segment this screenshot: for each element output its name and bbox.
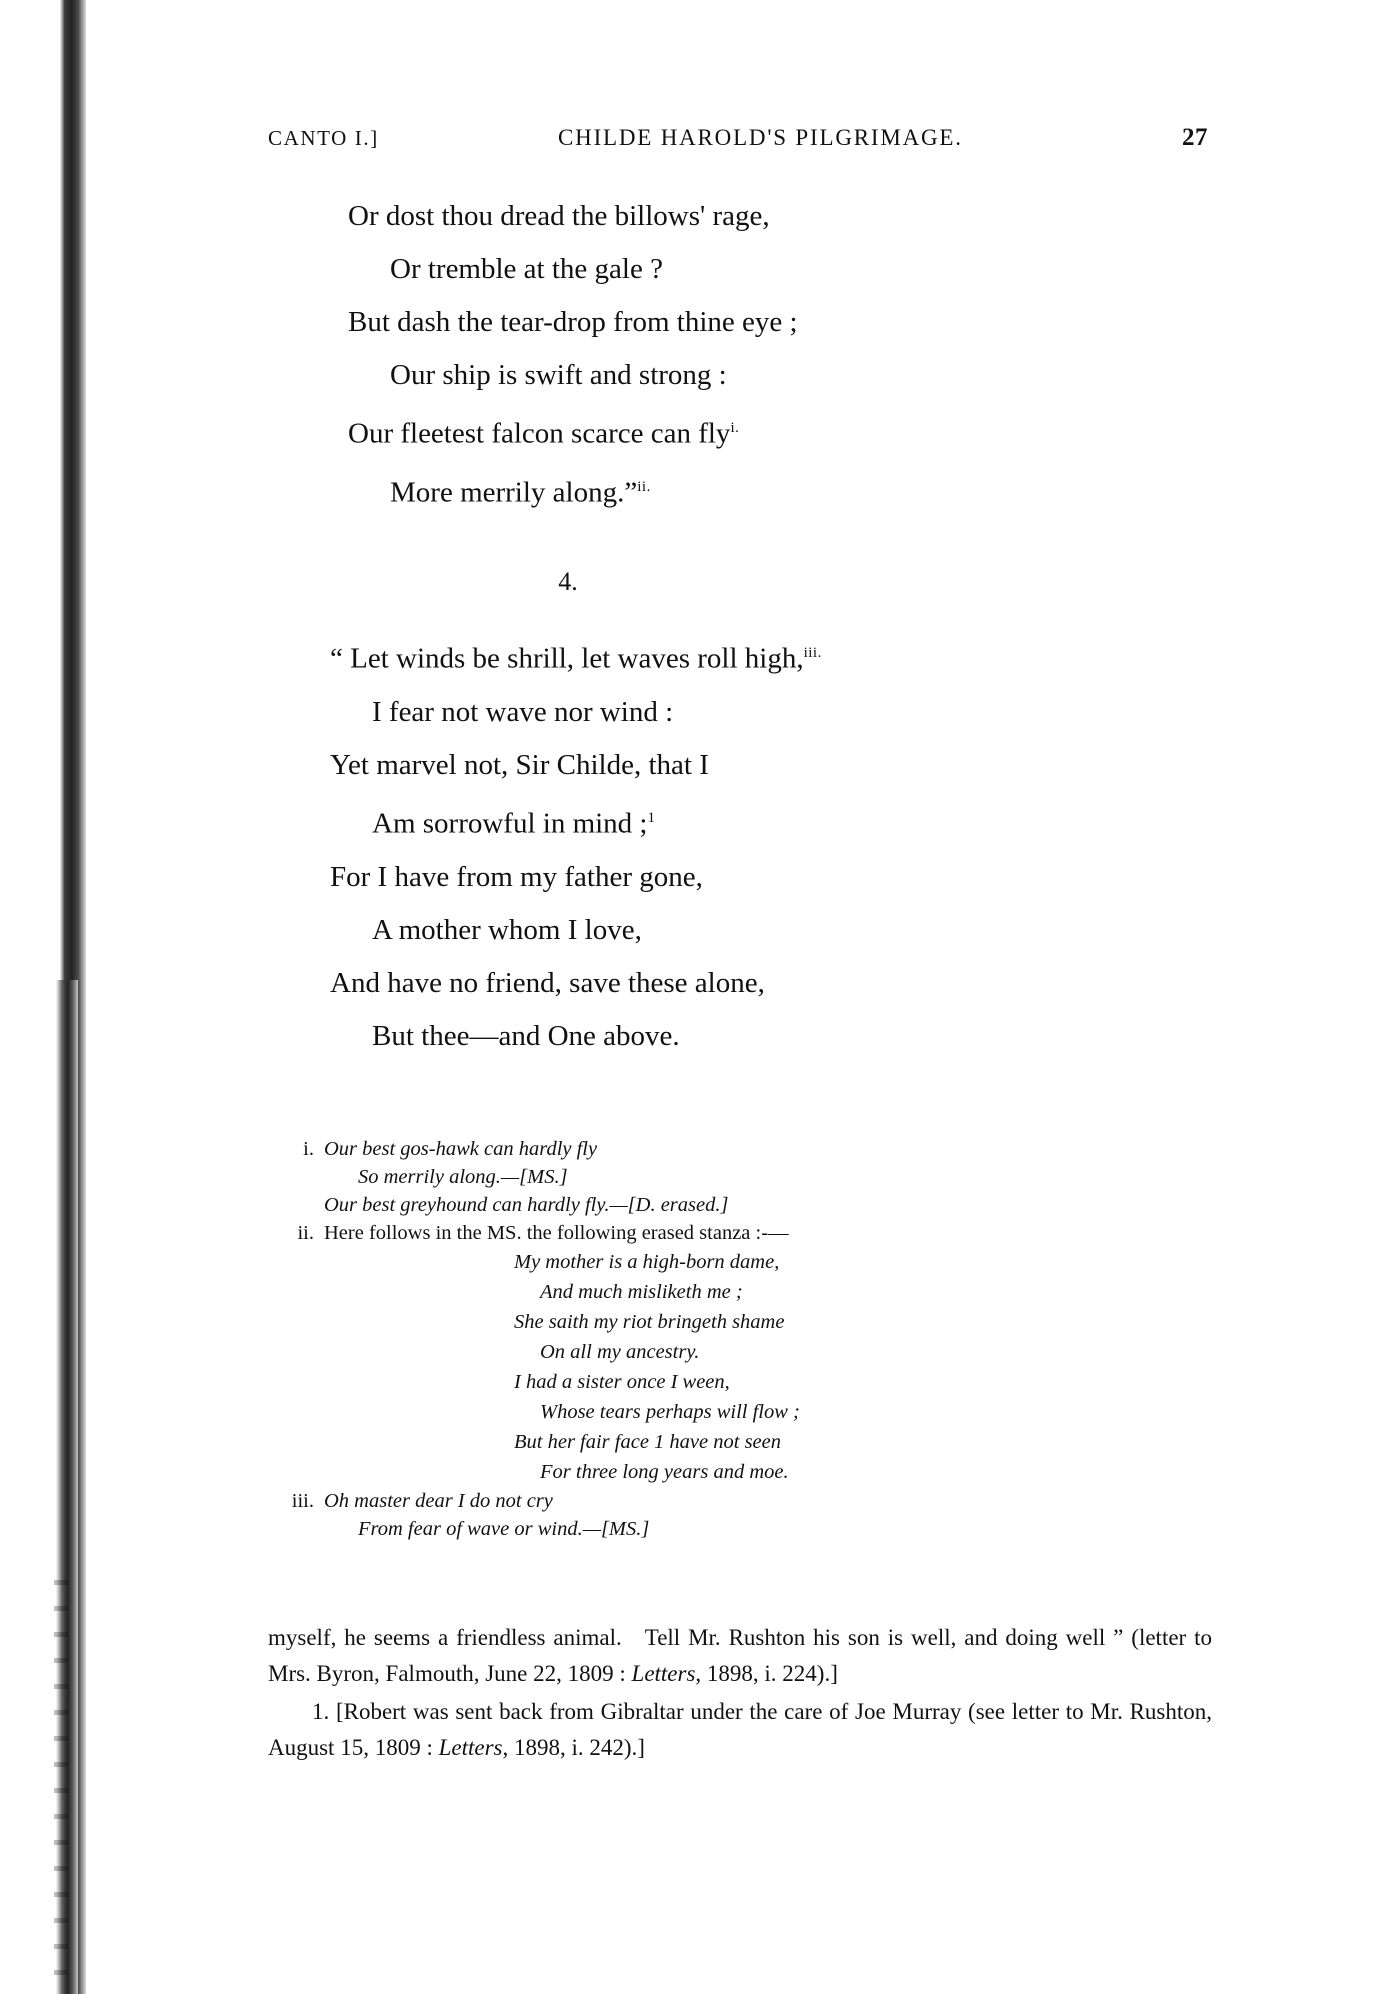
prose-note1-italic-letters: Letters [438,1735,503,1760]
footnote-ii-body [324,1219,1208,1487]
page-number: 27 [1182,124,1208,151]
erased-stanza-line: On all my ancestry. [540,1341,700,1363]
stanza-3 [348,190,1208,519]
verse-line [330,686,1208,739]
running-head-title: CHILDE HAROLD'S PILGRIMAGE. [558,125,963,150]
verse-line [348,402,1208,461]
footnote-i-line-3: Our best greyhound can hardly fly.—[D. erased.] [324,1194,729,1216]
verse-line-text: Our ship is swift and strong : [390,359,727,391]
footnote-ii-erased-stanza [514,1247,1208,1487]
verse-line [348,461,1208,520]
verse-line [330,792,1208,851]
footnote-apparatus [268,1135,1208,1543]
footnote-iii-line-1: Oh master dear I do not cry [324,1490,553,1512]
verse-line-text: Our fleetest falcon scarce can fly [348,417,731,450]
footnote-marker-iii[interactable]: iii. [803,645,822,662]
erased-stanza-line: My mother is a high-born dame, [514,1251,780,1273]
verse-line-text: But dash the tear-drop from thine eye ; [348,306,798,338]
verse-body [268,190,1208,1063]
prose-italic-letters: Letters [631,1661,696,1686]
footnote-i-line-2: So merrily along.—[MS.] [358,1166,568,1188]
erased-stanza-line: For three long years and moe. [540,1461,789,1483]
prose-paragraph-note-1 [268,1694,1212,1766]
footnote-ii-intro: Here follows in the MS. the following erased stanza :-— [324,1222,789,1244]
footnote-marker-ii[interactable]: ii. [637,478,651,495]
verse-line [348,190,1208,243]
verse-line [330,739,1208,792]
verse-line [348,243,1208,296]
stanza-number: 4. [558,567,578,597]
footnote-i-mark: i. [303,1138,314,1160]
verse-line-text: A mother whom I love, [372,913,642,946]
verse-line [348,296,1208,349]
prose-notes [268,1620,1212,1766]
verse-line-text: Or tremble at the gale ? [390,253,663,285]
verse-line [330,851,1208,904]
footnote-iii-mark: iii. [291,1490,314,1512]
footnote-ii-mark: ii. [297,1222,314,1244]
erased-stanza-line: She saith my riot bringeth shame [514,1311,785,1333]
footnote-iii-line-2: From fear of wave or wind.—[MS.] [358,1518,650,1540]
verse-line [330,627,1208,686]
verse-line [330,904,1208,957]
erased-stanza-line: And much misliketh me ; [540,1281,743,1303]
verse-line [330,1010,1208,1063]
verse-line [348,349,1208,402]
verse-line-text: “ Let winds be shrill, let waves roll high, [330,642,804,675]
verse-line-text: And have no friend, save these alone, [330,966,765,999]
running-head-canto: CANTO I.] [268,126,379,150]
prose-text-b: , 1898, i. 224).] [695,1661,838,1686]
prose-text-a: myself, he seems a friendless animal. Tell Mr. Rushton his son is well, and doing well ” (letter to Mrs. Byron, Falmouth, June 22, 1809 : [268,1625,1212,1686]
prose-note1-text-b: , 1898, i. 242).] [502,1735,645,1760]
erased-stanza-line: I had a sister once I ween, [514,1371,730,1393]
verse-line-text: For I have from my father gone, [330,860,703,893]
verse-line-text: I fear not wave nor wind : [372,695,674,728]
stanza-4 [330,627,1208,1062]
footnote-marker-1[interactable]: 1 [647,809,656,826]
verse-line-text: But thee—and One above. [372,1019,680,1052]
footnote-i-line-1: Our best gos-hawk can hardly fly [324,1138,598,1160]
verse-line-text: Yet marvel not, Sir Childe, that I [330,748,709,781]
scan-speckle-artifact [54,1580,68,1980]
footnote-iii [268,1487,1208,1543]
prose-paragraph-continued [268,1620,1212,1692]
footnote-iii-body [324,1487,1208,1543]
footnote-i [268,1135,1208,1219]
verse-line-text: Am sorrowful in mind ; [372,807,648,840]
erased-stanza-line: Whose tears perhaps will flow ; [540,1401,800,1423]
verse-line-text: Or dost thou dread the billows' rage, [348,200,770,232]
footnote-marker-i[interactable]: i. [730,420,740,436]
verse-line [330,957,1208,1010]
footnote-ii [268,1219,1208,1487]
verse-line-text: More merrily along.” [390,476,638,509]
footnote-i-body [324,1135,1208,1219]
running-head [268,124,1208,152]
prose-note1-text-a: 1. [Robert was sent back from Gibraltar under the care of Joe Murray (see letter to Mr. Rushton, August 15, 1809 : [268,1699,1212,1760]
erased-stanza-line: But her fair face 1 have not seen [514,1431,782,1453]
